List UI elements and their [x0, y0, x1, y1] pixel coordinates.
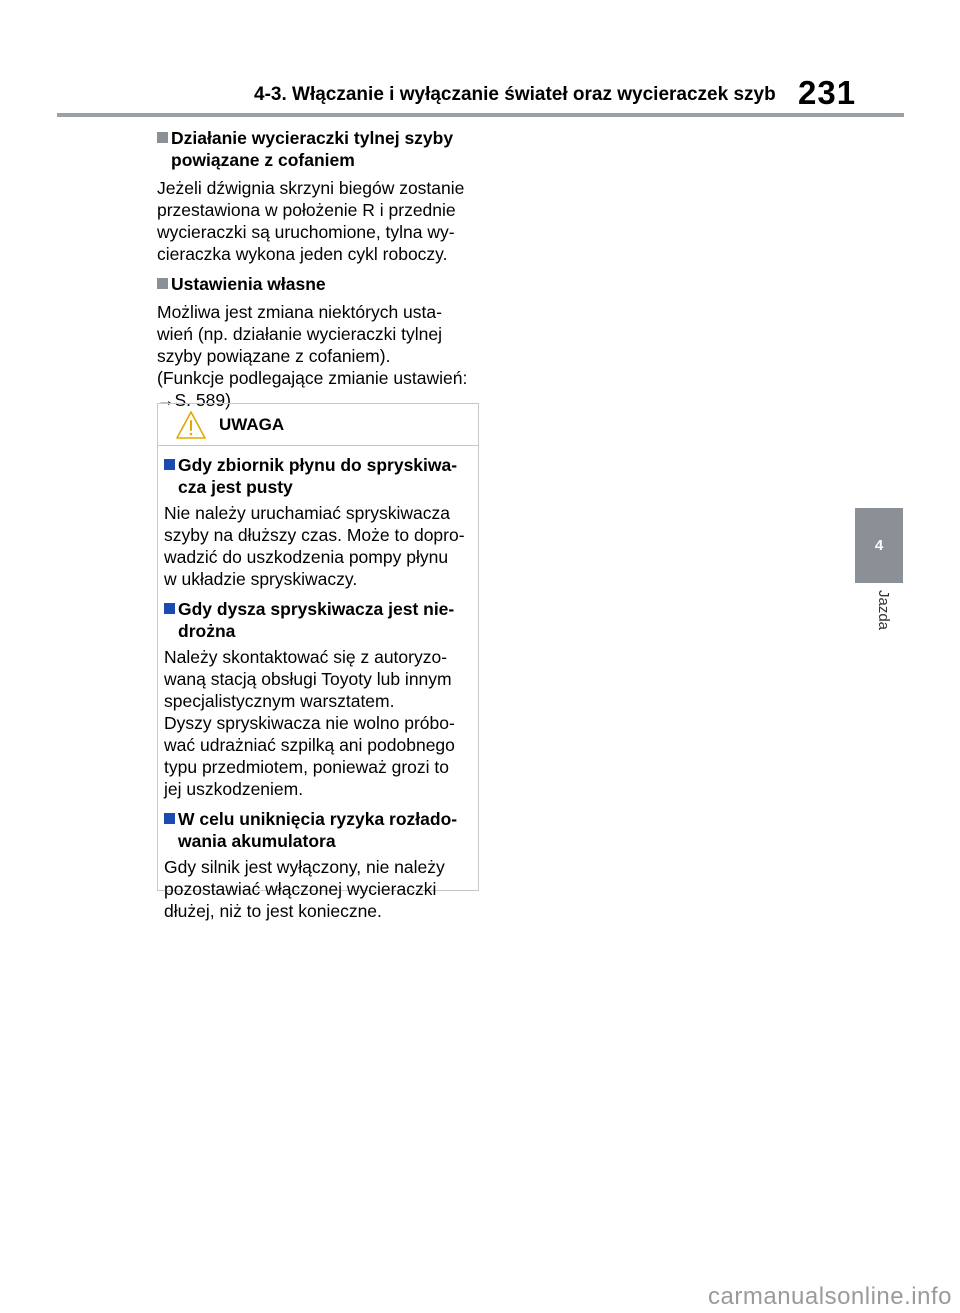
chapter-tab-number: 4: [874, 537, 884, 554]
page-number: 231: [798, 74, 857, 111]
warning-heading: [164, 598, 476, 642]
section-text: [157, 177, 483, 265]
text-line: w układzie spryskiwaczy.: [164, 569, 358, 589]
chapter-tab[interactable]: [855, 508, 903, 583]
text-line: (Funkcje podlegające zmianie ustawień:: [157, 368, 468, 388]
text-line: Gdy silnik jest wyłączony, nie należy: [164, 857, 445, 877]
warning-body: [164, 454, 476, 922]
heading-line: drożna: [178, 621, 236, 641]
text-line: cieraczka wykona jeden cykl roboczy.: [157, 244, 448, 264]
bullet-square-icon: [164, 459, 175, 470]
chapter-tab-label: Jazda: [875, 590, 892, 631]
watermark: carmanualsonline.info: [708, 1283, 952, 1310]
text-line: →S. 589): [157, 390, 231, 410]
heading-line: powiązane z cofaniem: [171, 150, 355, 170]
text-line: wadzić do uszkodzenia pompy płynu: [164, 547, 449, 567]
warning-header: [158, 404, 478, 446]
heading-line: wania akumulatora: [178, 831, 336, 851]
text-line: Należy skontaktować się z autoryzo-: [164, 647, 448, 667]
header-divider: [57, 113, 904, 117]
text-line: wycieraczki są uruchomione, tylna wy-: [157, 222, 455, 242]
section-heading: [157, 273, 483, 295]
warning-title: UWAGA: [219, 415, 285, 434]
heading-line: Działanie wycieraczki tylnej szyby: [171, 128, 454, 148]
section-heading: [157, 127, 483, 171]
text-line: jej uszkodzeniem.: [164, 779, 304, 799]
main-column: [157, 127, 483, 411]
text-line: szyby powiązane z cofaniem).: [157, 346, 391, 366]
text-line: wień (np. działanie wycieraczki tylnej: [157, 324, 442, 344]
text-line: szyby na dłuższy czas. Może to dopro-: [164, 525, 465, 545]
bullet-square-icon: [157, 132, 168, 143]
warning-heading: [164, 808, 476, 852]
text-line: Możliwa jest zmiana niektórych usta-: [157, 302, 442, 322]
bullet-square-icon: [164, 813, 175, 824]
bullet-square-icon: [157, 278, 168, 289]
heading-line: cza jest pusty: [178, 477, 293, 497]
text-line: pozostawiać włączonej wycieraczki: [164, 879, 437, 899]
heading-line: Gdy zbiornik płynu do spryskiwa-: [178, 455, 458, 475]
warning-heading: [164, 454, 476, 498]
warning-text: [164, 856, 476, 922]
warning-text: [164, 502, 476, 590]
text-line: specjalistycznym warsztatem.: [164, 691, 395, 711]
text-line: Jeżeli dźwignia skrzyni biegów zostanie: [157, 178, 465, 198]
bullet-square-icon: [164, 603, 175, 614]
text-line: Nie należy uruchamiać spryskiwacza: [164, 503, 450, 523]
chapter-title: 4-3. Włączanie i wyłączanie świateł oraz wycieraczek szyb: [254, 84, 776, 105]
warning-triangle-icon: [175, 410, 207, 440]
section-text: [157, 301, 483, 411]
text-line: wać udrażniać szpilką ani podobnego: [164, 735, 455, 755]
text-line: typu przedmiotem, ponieważ grozi to: [164, 757, 449, 777]
text-line: przestawiona w położenie R i przednie: [157, 200, 456, 220]
text-line: dłużej, niż to jest konieczne.: [164, 901, 382, 921]
text-line: waną stacją obsługi Toyoty lub innym: [164, 669, 452, 689]
text-line: Dyszy spryskiwacza nie wolno próbo-: [164, 713, 455, 733]
heading-line: W celu uniknięcia ryzyka rozłado-: [178, 809, 458, 829]
heading-line: Gdy dysza spryskiwacza jest nie-: [178, 599, 455, 619]
warning-box: [157, 403, 479, 921]
warning-text: [164, 646, 476, 800]
heading-line: Ustawienia własne: [171, 274, 326, 294]
